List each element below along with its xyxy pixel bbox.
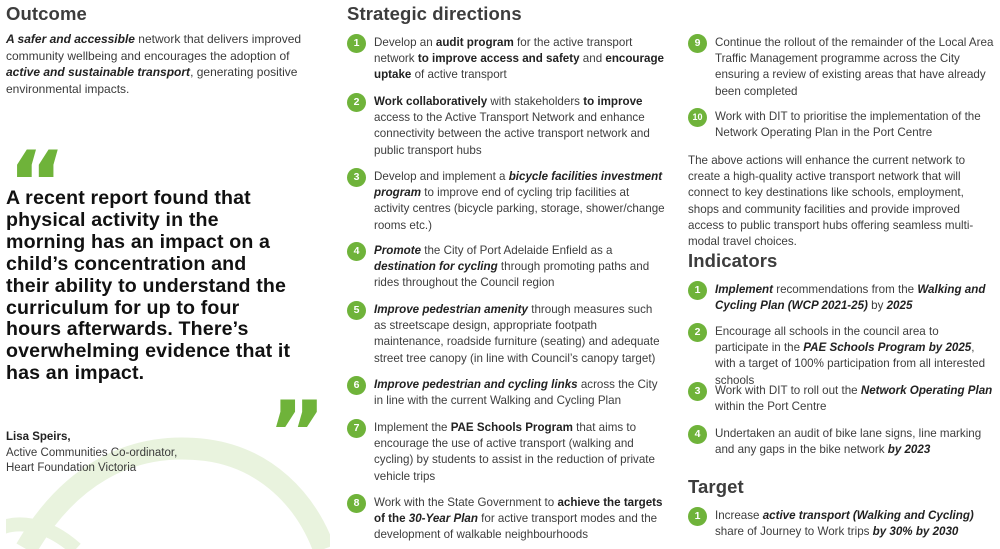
target-heading: Target <box>688 476 744 497</box>
indicators-heading: Indicators <box>688 250 778 271</box>
strategic-direction-item-text: Promote the City of Port Adelaide Enfield as a destination for cycling through promoting paths and rides throughout the Council region <box>374 244 650 290</box>
indicator-item-text: Implement recommendations from the Walking and Cycling Plan (WCP 2021-25) by 2025 <box>715 283 986 313</box>
strategic-direction-item-3 <box>347 169 665 234</box>
attribution-role: Active Communities Co-ordinator, <box>6 446 178 459</box>
strategic-direction-item-4 <box>347 243 665 292</box>
outcome-heading: Outcome <box>6 3 87 24</box>
number-badge-icon: 1 <box>688 281 707 300</box>
strategic-direction-item-text: Improve pedestrian and cycling links across the City in line with the current Walking and Cycling Plan <box>374 378 658 408</box>
number-badge-icon: 4 <box>688 425 707 444</box>
indicator-item-text: Undertaken an audit of bike lane signs, line marking and any gaps in the bike network by 2023 <box>715 427 982 457</box>
strategic-direction-item-10 <box>688 109 994 141</box>
number-badge-icon: 9 <box>688 34 707 53</box>
number-badge-icon: 4 <box>347 242 366 261</box>
number-badge-icon: 8 <box>347 494 366 513</box>
attribution-name: Lisa Speirs, <box>6 431 71 443</box>
number-badge-icon: 3 <box>688 382 707 401</box>
number-badge-icon: 1 <box>347 34 366 53</box>
indicator-item-text: Encourage all schools in the council area to participate in the PAE Schools Program by 2025, with a target of 100% participation from all interested schools <box>715 325 986 387</box>
strategic-direction-item-1 <box>347 35 665 84</box>
number-badge-icon: 1 <box>688 507 707 526</box>
strategic-direction-item-6 <box>347 377 665 409</box>
number-badge-icon: 6 <box>347 376 366 395</box>
strategic-direction-item-2 <box>347 94 665 159</box>
open-quote-mark-icon: “ <box>8 140 66 192</box>
indicators-column <box>688 0 994 549</box>
number-badge-icon: 10 <box>688 108 707 127</box>
target-item-text: Increase active transport (Walking and Cycling) share of Journey to Work trips by 30% by 2030 <box>715 509 974 539</box>
target-item-1 <box>688 508 994 540</box>
number-badge-icon: 2 <box>688 323 707 342</box>
strategic-direction-item-text: Work with the State Government to achieve the targets of the 30-Year Plan for active transport modes and the development of walkable neighbourhoods <box>374 496 663 542</box>
number-badge-icon: 2 <box>347 93 366 112</box>
attribution-organisation: Heart Foundation Victoria <box>6 462 137 474</box>
outcome-column <box>6 0 324 549</box>
outcome-statement: A safer and accessible network that delivers improved community wellbeing and encourages the adoption of active and sustainable transport, generating positive environmental impacts. <box>6 32 302 96</box>
strategic-direction-item-9 <box>688 35 994 100</box>
strategic-direction-item-7 <box>347 420 665 485</box>
strategic-direction-item-text: Continue the rollout of the remainder of the Local Area Traffic Management programme across the City ensuring a review of existing areas that have already been completed <box>715 36 994 98</box>
strategic-direction-item-5 <box>347 302 665 367</box>
indicator-item-2 <box>688 324 994 389</box>
strategic-direction-item-text: Work with DIT to prioritise the implementation of the Network Operating Plan in the Port Centre <box>715 110 981 140</box>
strategic-direction-item-text: Develop an audit program for the active transport network to improve access and safety and encourage uptake of active transport <box>374 36 665 82</box>
close-quote-mark-icon: ” <box>268 390 326 442</box>
strategic-direction-item-text: Work collaboratively with stakeholders to improve access to the Active Transport Network and enhance connectivity between the active transport network and public transport hubs <box>374 95 650 157</box>
indicator-item-text: Work with DIT to roll out the Network Operating Plan within the Port Centre <box>715 384 993 414</box>
pull-quote: A recent report found that physical activity in the morning has an impact on a child’s concentration and their ability to understand the curriculum for up to four hours afterwards. There’s overwhelming evidence that it has an impact. <box>6 187 291 385</box>
number-badge-icon: 7 <box>347 419 366 438</box>
indicator-item-1 <box>688 282 994 314</box>
strategic-directions-heading: Strategic directions <box>347 3 522 24</box>
indicator-item-3 <box>688 383 994 415</box>
indicator-item-4 <box>688 426 994 458</box>
strategic-direction-item-text: Improve pedestrian amenity through measures such as streetscape design, appropriate footpath maintenance, roadside furniture (seating) and adequate street tree canopy (in line with Council’s canopy target) <box>374 303 660 365</box>
number-badge-icon: 3 <box>347 168 366 187</box>
number-badge-icon: 5 <box>347 301 366 320</box>
strategic-direction-item-text: Implement the PAE Schools Program that aims to encourage the use of active transport (walking and cycling) by students to assist in the reduction of private vehicle trips <box>374 421 655 483</box>
quote-attribution <box>6 430 177 477</box>
strategic-direction-item-8 <box>347 495 665 544</box>
strategic-direction-item-text: Develop and implement a bicycle facilities investment program to improve end of cycling trip facilities at activity centres (bicycle parking, storage, shower/change rooms etc.) <box>374 170 665 232</box>
strategic-summary-paragraph: The above actions will enhance the current network to create a high-quality active transport network that will connect to key destinations like schools, employment, shops and community facilities and provide improved access to public transport hubs offering seamless multi-modal travel choices. <box>688 154 974 249</box>
